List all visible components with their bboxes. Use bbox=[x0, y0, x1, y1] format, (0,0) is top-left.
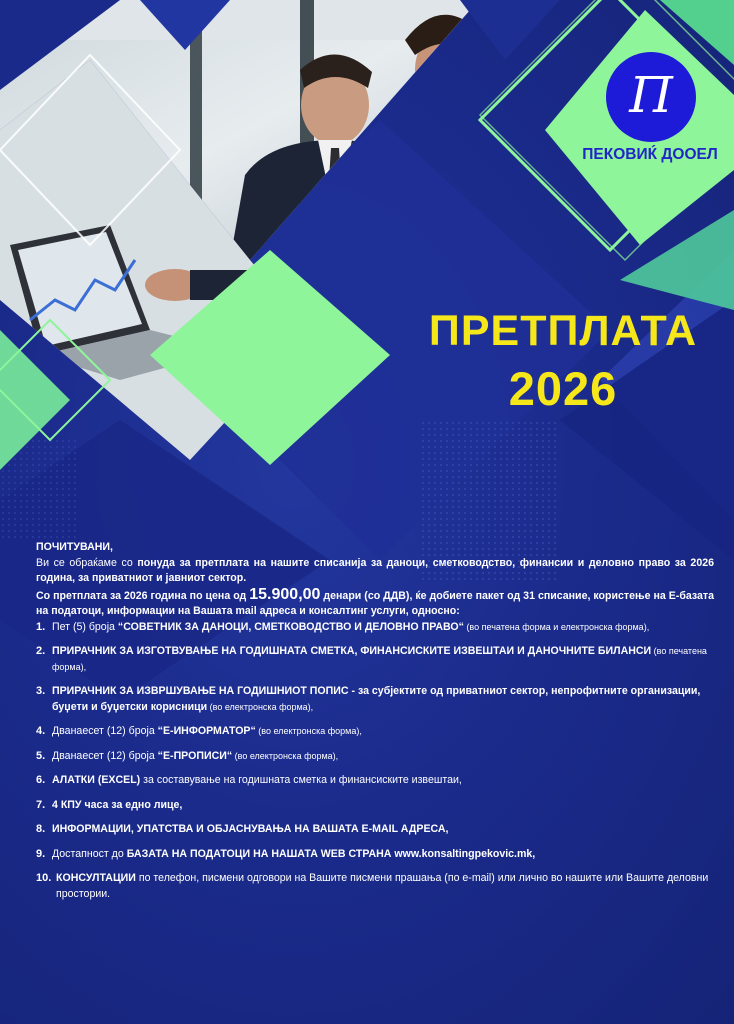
item-prefix: Достапност до bbox=[52, 847, 127, 860]
intro-bold-text: понуда за претплата на нашите списанија за даноци, сметководство, финансии и деловно право за 2026 година, за приватниот и јавниот сектор. bbox=[36, 556, 714, 584]
item-number: 10. bbox=[36, 872, 52, 884]
item-note: (во електронска форма), bbox=[255, 726, 362, 736]
intro-paragraph bbox=[36, 556, 714, 587]
item-title: “Е-ПРОПИСИ“ bbox=[157, 749, 233, 762]
company-logo bbox=[606, 52, 696, 142]
offer-text-rest: денари (со ДДВ), ќе добиете пакет од 31 списание, користење на Е-базата на податоци, информации на Вашата mail адреса и консалтинг услуги, односно: bbox=[36, 589, 714, 617]
company-name: ПЕКОВИЌ ДООЕЛ bbox=[582, 146, 718, 163]
item-title: ПРИРАЧНИК ЗА ИЗГОТВУВАЊЕ НА ГОДИШНАТА СМЕТКА, ФИНАНСИСКИТЕ ИЗВЕШТАИ И ДАНОЧНИТЕ БИЛАНСИ bbox=[52, 645, 652, 657]
price: 15.900,00 bbox=[249, 585, 321, 603]
item-number: 4. bbox=[36, 725, 46, 737]
item-number: 9. bbox=[36, 847, 46, 860]
list-item bbox=[36, 724, 714, 740]
item-number: 7. bbox=[36, 798, 46, 811]
item-note: по телефон, писмени одговори на Вашите писмени прашања (по e-mail) или лично во нашите или Вашите деловни простории. bbox=[56, 872, 709, 900]
item-title: 4 КПУ часа за едно лице, bbox=[52, 798, 183, 811]
list-item bbox=[36, 684, 714, 715]
list-item bbox=[36, 644, 714, 675]
list-item bbox=[36, 798, 714, 814]
item-prefix: Дванаесет (12) броја bbox=[52, 725, 158, 737]
item-prefix: Дванаесет (12) броја bbox=[52, 749, 158, 762]
item-number: 3. bbox=[36, 685, 46, 697]
item-note: (во печатена форма), bbox=[52, 646, 707, 672]
item-number: 2. bbox=[36, 645, 46, 657]
package-list bbox=[36, 620, 714, 903]
headline-year: 2026 bbox=[508, 362, 618, 415]
item-title: БАЗАТА НА ПОДАТОЦИ НА НАШАТА WEB СТРАНА www.konsaltingpekovic.mk, bbox=[126, 847, 536, 860]
item-prefix: Пет (5) броја bbox=[52, 620, 118, 633]
item-note: (во електронска форма), bbox=[232, 750, 339, 761]
item-note: (во печатена форма и електронска форма), bbox=[463, 621, 650, 632]
item-note: за составување на годишната сметка и финансиските извештаи, bbox=[140, 774, 462, 786]
list-item bbox=[36, 773, 714, 789]
greeting: ПОЧИТУВАНИ, bbox=[36, 541, 113, 553]
item-number: 6. bbox=[36, 774, 46, 786]
item-title: “Е-ИНФОРМАТОР“ bbox=[157, 725, 256, 737]
item-number: 1. bbox=[36, 620, 46, 633]
list-item bbox=[36, 620, 714, 636]
headline bbox=[402, 307, 724, 415]
logo-p-icon: П bbox=[629, 66, 673, 124]
offer-paragraph bbox=[36, 587, 714, 620]
list-item bbox=[36, 871, 714, 902]
item-title: ПРИРАЧНИК ЗА ИЗВРШУВАЊЕ НА ГОДИШНИОТ ПОПИС - за субјектите од приватниот сектор, непрофитните организации, буџети и буџетски корисници bbox=[52, 685, 701, 713]
item-title: “СОВЕТНИК ЗА ДАНОЦИ, СМЕТКОВОДСТВО И ДЕЛОВНО ПРАВО“ bbox=[117, 620, 464, 633]
intro-text: Ви се обраќаме со bbox=[36, 556, 138, 569]
letter-body bbox=[36, 540, 714, 911]
item-title: АЛАТКИ (EXCEL) bbox=[52, 774, 141, 786]
item-number: 5. bbox=[36, 749, 46, 762]
headline-title: ПРЕТПЛАТА bbox=[428, 307, 698, 355]
item-number: 8. bbox=[36, 823, 46, 835]
item-title: КОНСУЛТАЦИИ bbox=[56, 872, 136, 884]
item-title: ИНФОРМАЦИИ, УПАТСТВА И ОБЈАСНУВАЊА НА ВАШАТА E-MAIL АДРЕСА, bbox=[52, 823, 449, 835]
offer-text: Со претплата за 2026 година по цена од bbox=[36, 589, 250, 602]
list-item bbox=[36, 749, 714, 765]
list-item bbox=[36, 822, 714, 838]
list-item bbox=[36, 847, 714, 863]
item-note: (во електронска форма), bbox=[207, 701, 314, 712]
